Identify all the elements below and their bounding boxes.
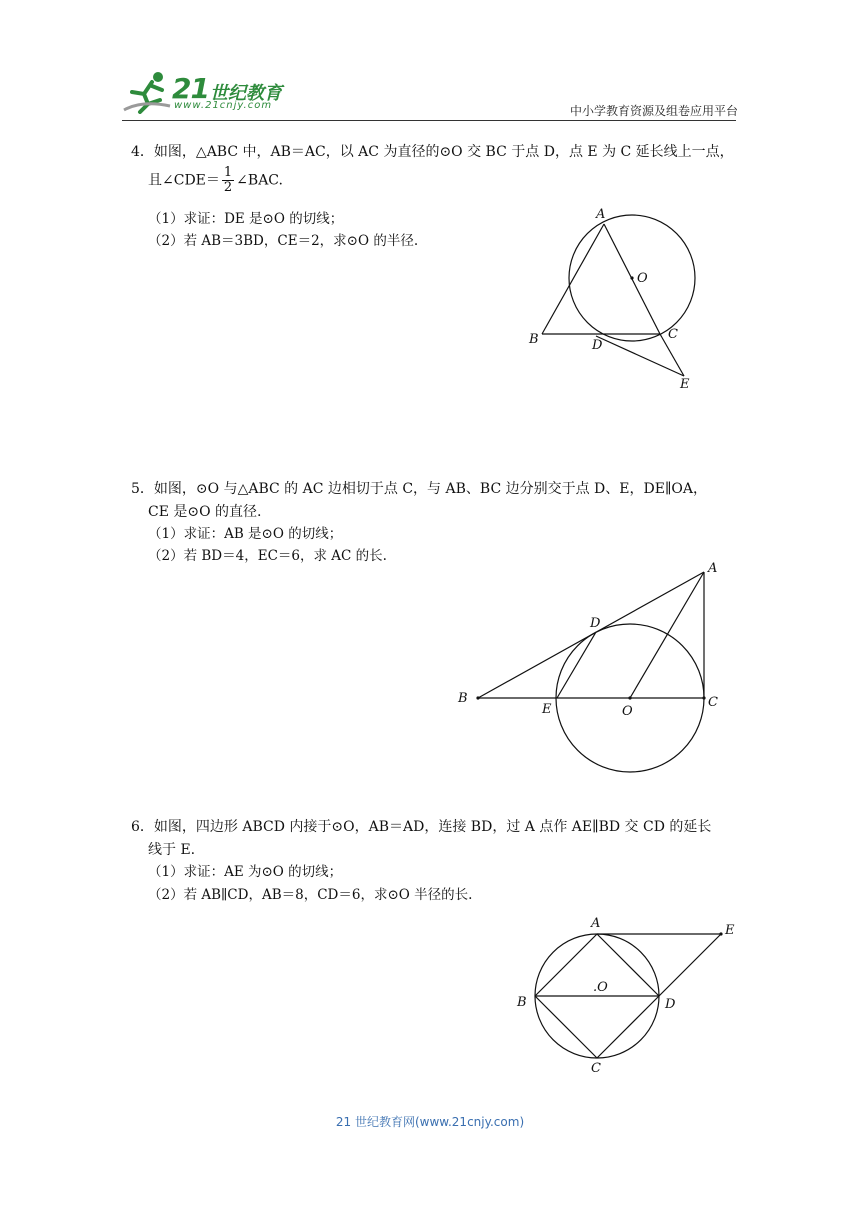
label-c: C — [708, 695, 718, 710]
site-logo — [122, 70, 302, 114]
question-5-line1 — [131, 477, 751, 501]
segment-cd — [597, 996, 659, 1058]
segment-ed — [557, 632, 596, 698]
label-b: B — [458, 691, 468, 706]
question-6-part-1: （1）求证：AE 为⊙O 的切线； — [148, 864, 343, 880]
point-b — [476, 696, 479, 699]
question-5-number: 5． — [131, 481, 154, 497]
question-4-figure — [520, 200, 720, 400]
question-5-figure — [450, 556, 730, 781]
question-4-condition-post: ∠BAC. — [236, 172, 283, 189]
question-6-stem: 如图，四边形 ABCD 内接于⊙O，AB＝AD，连接 BD，过 A 点作 AE∥BD 交 CD 的延长 — [153, 819, 712, 835]
label-a: A — [708, 561, 718, 576]
question-4-condition-pre: 且∠CDE＝ — [148, 172, 220, 189]
label-o: .O — [593, 980, 608, 995]
label-b: B — [529, 332, 539, 347]
label-a: A — [591, 916, 601, 931]
segment-ab — [535, 934, 597, 996]
question-4-stem: 如图，△ABC 中，AB＝AC，以 AC 为直径的⊙O 交 BC 于点 D，点 E 为 C 延长线上一点， — [153, 144, 734, 160]
question-4-line1 — [131, 140, 751, 164]
label-b: B — [517, 995, 527, 1010]
question-4-line2 — [148, 166, 283, 195]
center-dot — [630, 276, 633, 279]
label-c: C — [591, 1061, 601, 1076]
label-a: A — [596, 207, 606, 222]
segment-de — [596, 336, 684, 376]
segment-ab — [542, 224, 604, 334]
fraction-numerator: 1 — [223, 165, 233, 180]
question-5-line2: CE 是⊙O 的直径. — [148, 504, 262, 520]
logo-url: www.21cnjy.com — [174, 100, 273, 111]
question-6-part-2: （2）若 AB∥CD，AB＝8，CD＝6，求⊙O 半径的长. — [148, 887, 473, 903]
fraction-half — [222, 166, 234, 195]
label-d: D — [592, 338, 603, 353]
question-5-part-1: （1）求证：AB 是⊙O 的切线； — [148, 526, 343, 542]
point-e — [719, 932, 722, 935]
footer-link[interactable]: 21 世纪教育网(www.21cnjy.com) — [335, 1115, 525, 1129]
header-divider — [122, 120, 736, 121]
point-o — [628, 696, 631, 699]
segment-ao — [630, 572, 704, 698]
segment-ba — [478, 572, 704, 698]
question-5-part-2: （2）若 BD＝4，EC＝6，求 AC 的长. — [148, 548, 387, 564]
question-6-line2: 线于 E. — [148, 842, 196, 858]
question-4-part-1: （1）求证：DE 是⊙O 的切线； — [148, 211, 344, 227]
point-c — [702, 696, 705, 699]
runner-icon — [122, 70, 174, 114]
logo-number: 21 — [172, 72, 209, 105]
question-6-number: 6． — [131, 819, 154, 835]
segment-de — [659, 934, 721, 996]
label-e: E — [680, 377, 690, 392]
label-d: D — [665, 997, 676, 1012]
logo-text: 世纪教育 — [210, 83, 282, 104]
header-slogan: 中小学教育资源及组卷应用平台 — [569, 104, 738, 118]
fraction-denominator: 2 — [223, 180, 233, 195]
label-e: E — [725, 923, 735, 938]
segment-bc — [535, 996, 597, 1058]
label-d: D — [590, 616, 601, 631]
label-c: C — [668, 327, 678, 342]
label-o: O — [637, 271, 648, 286]
question-4-part-2: （2）若 AB＝3BD，CE＝2，求⊙O 的半径. — [148, 233, 419, 249]
question-6-line1 — [131, 815, 751, 839]
question-5-stem: 如图，⊙O 与△ABC 的 AC 边相切于点 C，与 AB、BC 边分别交于点 D、E，DE∥OA， — [153, 481, 708, 497]
label-o: O — [622, 704, 633, 719]
label-e: E — [542, 702, 552, 717]
question-4-number: 4． — [131, 144, 154, 160]
question-6-figure — [505, 910, 750, 1080]
